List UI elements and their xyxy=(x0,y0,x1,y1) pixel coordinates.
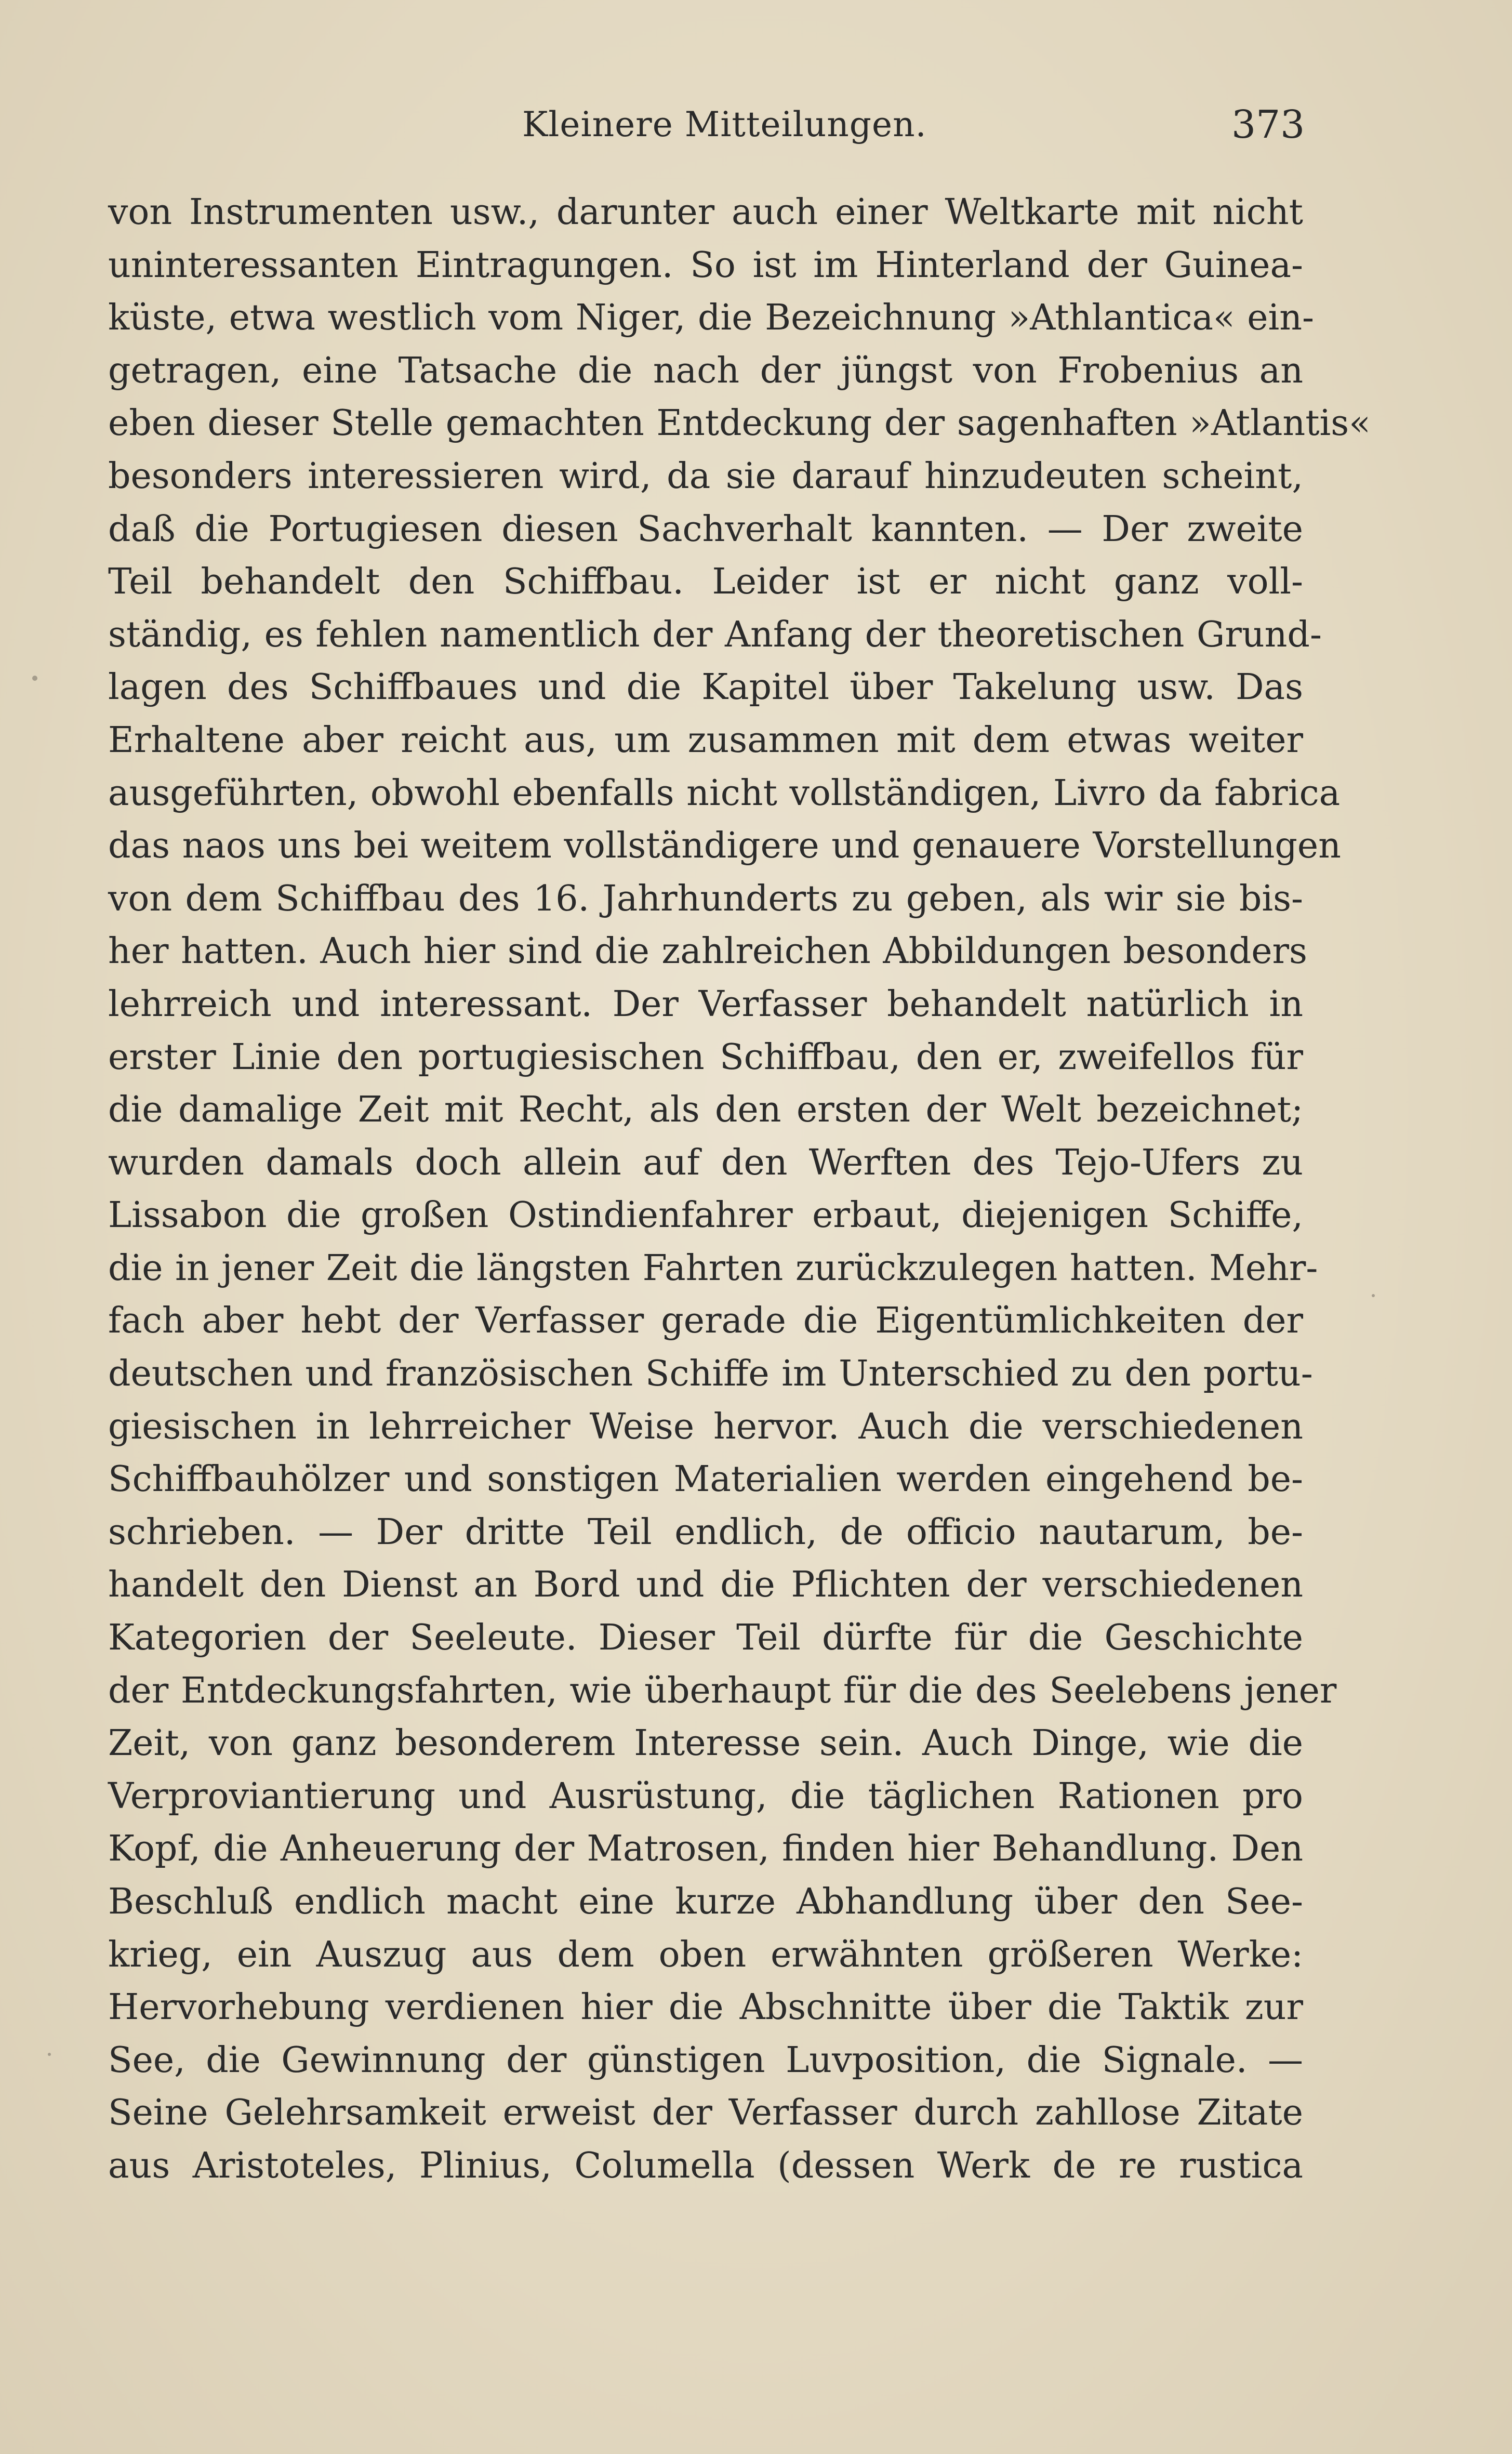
running-title: Kleinere Mitteilungen. xyxy=(522,104,927,144)
text-line: wurden damals doch allein auf den Werften des Tejo-Ufers zu xyxy=(108,1142,1303,1183)
text-line: besonders interessieren wird, da sie darauf hinzudeuten scheint, xyxy=(108,455,1303,497)
text-line: uninteressanten Eintragungen. So ist im Hinterland der Guinea- xyxy=(108,244,1303,286)
text-line: Schiffbauhölzer und sonstigen Materialien werden eingehend be- xyxy=(108,1459,1303,1500)
text-line: giesischen in lehrreicher Weise hervor. Auch die verschiedenen xyxy=(108,1406,1303,1447)
paper-speck xyxy=(1372,1294,1375,1297)
paper-speck xyxy=(48,2053,51,2056)
text-line: von Instrumenten usw., darunter auch einer Weltkarte mit nicht xyxy=(108,192,1303,233)
text-line: lehrreich und interessant. Der Verfasser behandelt natürlich in xyxy=(108,983,1303,1025)
text-line: Seine Gelehrsamkeit erweist der Verfasser durch zahllose Zitate xyxy=(108,2092,1303,2134)
text-line: See, die Gewinnung der günstigen Luvposition, die Signale. — xyxy=(108,2039,1303,2081)
text-line: fach aber hebt der Verfasser gerade die Eigentümlichkeiten der xyxy=(108,1300,1303,1342)
body-text xyxy=(108,186,1371,2193)
text-line: lagen des Schiffbaues und die Kapitel über Takelung usw. Das xyxy=(108,667,1303,708)
text-line: der Entdeckungsfahrten, wie überhaupt für die des Seelebens jener xyxy=(108,1670,1337,1711)
text-line: Zeit, von ganz besonderem Interesse sein. Auch Dinge, wie die xyxy=(108,1723,1303,1764)
text-line: ausgeführten, obwohl ebenfalls nicht vollständigen, Livro da fabrica xyxy=(108,772,1341,814)
text-line: handelt den Dienst an Bord und die Pflichten der verschiedenen xyxy=(108,1564,1303,1606)
text-line: Kategorien der Seeleute. Dieser Teil dürfte für die Geschichte xyxy=(108,1617,1303,1659)
text-line: von dem Schiffbau des 16. Jahrhunderts zu geben, als wir sie bis- xyxy=(108,878,1303,919)
text-line: küste, etwa westlich vom Niger, die Bezeichnung »Athlantica« ein- xyxy=(108,297,1314,339)
text-line: erster Linie den portugiesischen Schiffbau, den er, zweifellos für xyxy=(108,1036,1303,1078)
running-head xyxy=(0,99,1512,151)
text-line: getragen, eine Tatsache die nach der jüngst von Frobenius an xyxy=(108,350,1303,391)
text-line: Teil behandelt den Schiffbau. Leider ist er nicht ganz voll- xyxy=(108,561,1303,603)
text-line: das naos uns bei weitem vollständigere und genauere Vorstellungen xyxy=(108,825,1341,867)
text-line: Hervorhebung verdienen hier die Abschnitte über die Taktik zur xyxy=(108,1987,1303,2028)
text-line: daß die Portugiesen diesen Sachverhalt kannten. — Der zweite xyxy=(108,508,1303,550)
text-line: Verproviantierung und Ausrüstung, die täglichen Rationen pro xyxy=(108,1775,1303,1817)
text-line: Lissabon die großen Ostindienfahrer erbaut, diejenigen Schiffe, xyxy=(108,1195,1303,1236)
text-line: aus Aristoteles, Plinius, Columella (dessen Werk de re rustica xyxy=(108,2145,1303,2186)
text-line: schrieben. — Der dritte Teil endlich, de officio nautarum, be- xyxy=(108,1511,1303,1553)
text-line: die damalige Zeit mit Recht, als den ersten der Welt bezeichnet; xyxy=(108,1089,1303,1131)
text-line: deutschen und französischen Schiffe im Unterschied zu den portu- xyxy=(108,1353,1313,1395)
text-line: Erhaltene aber reicht aus, um zusammen mit dem etwas weiter xyxy=(108,719,1303,761)
text-line: krieg, ein Auszug aus dem oben erwähnten größeren Werke: xyxy=(108,1934,1303,1975)
text-line: Kopf, die Anheuerung der Matrosen, finden hier Behandlung. Den xyxy=(108,1828,1303,1870)
text-line: die in jener Zeit die längsten Fahrten zurückzulegen hatten. Mehr- xyxy=(108,1247,1318,1289)
page-number: 373 xyxy=(1231,102,1305,147)
text-line: eben dieser Stelle gemachten Entdeckung der sagenhaften »Atlantis« xyxy=(108,403,1371,444)
text-line: ständig, es fehlen namentlich der Anfang der theoretischen Grund- xyxy=(108,614,1322,655)
text-line: Beschluß endlich macht eine kurze Abhandlung über den See- xyxy=(108,1881,1303,1922)
paper-speck xyxy=(32,676,37,681)
text-line: her hatten. Auch hier sind die zahlreichen Abbildungen besonders xyxy=(108,931,1307,972)
